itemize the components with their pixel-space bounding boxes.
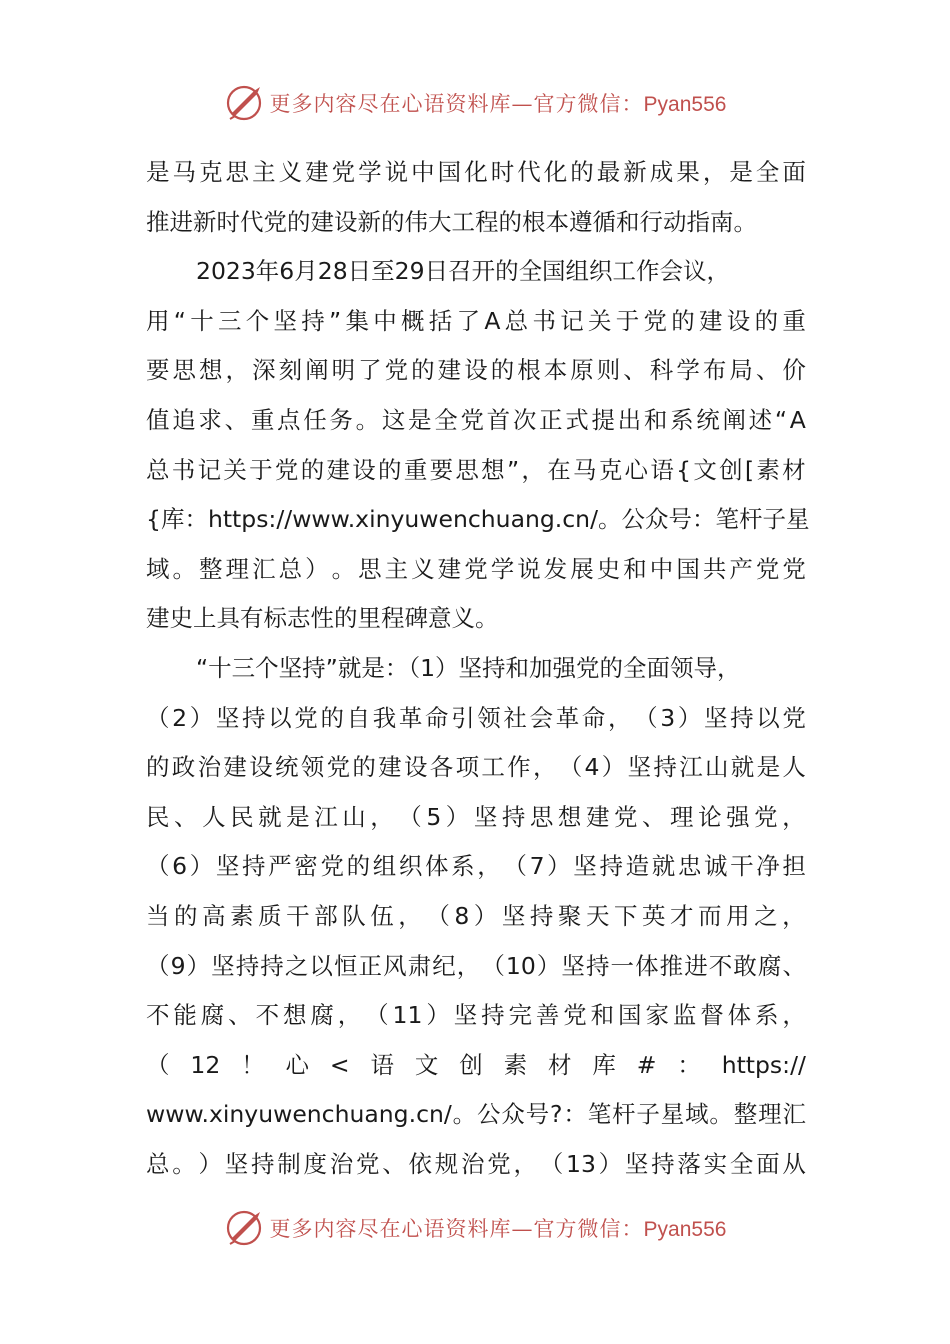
text-line: 是 马 克 思 主 义 建 党 学 说 中 国 化 时 代 化 的 最 新 成 果 ， 是 全 面 — [146, 158, 806, 186]
text-line: www.xinyuwenchuang.cn/ 。 公 众 号 ? ： 笔 杆 子 星 域 。 整 理 汇 — [146, 1100, 806, 1129]
quill-pen-icon — [224, 1208, 264, 1248]
text-line: { 库 ： https://www.xinyuwenchuang.cn/ 。 公 众 号 ： 笔 杆 子 星 — [146, 505, 810, 534]
paragraph-start: “十三个坚持”就是：（1）坚持和加强党的全面领导， — [196, 653, 741, 682]
header-watermark — [0, 78, 950, 128]
text-line: （ 6 ） 坚 持 严 密 党 的 组 织 体 系 ， （ 7 ） 坚 持 造 就 忠 诚 干 净 担 — [146, 852, 806, 881]
text-line: 用 “ 十 三 个 坚 持 ” 集 中 概 括 了 A 总 书 记 关 于 党 的 建 设 的 重 — [146, 306, 806, 335]
text-line: 总 。 ） 坚 持 制 度 治 党 、 依 规 治 党 ， （ 13 ） 坚 持 落 实 全 面 从 — [146, 1149, 806, 1178]
quill-pen-icon — [224, 83, 264, 123]
text-line: 当 的 高 素 质 干 部 队 伍 ， （ 8 ） 坚 持 聚 天 下 英 才 而 用 之 ， — [146, 901, 806, 930]
text-line: （ 12 ！ 心 < 语 文 创 素 材 库 # ： https:// — [146, 1050, 806, 1079]
text-line: 民 、 人 民 就 是 江 山 ， （ 5 ） 坚 持 思 想 建 党 、 理 论 强 党 ， — [146, 802, 806, 831]
paragraph-start: 2023年6月28日至29日召开的全国组织工作会议， — [196, 257, 731, 286]
text-line: 不 能 腐 、 不 想 腐 ， （ 11 ） 坚 持 完 善 党 和 国 家 监 督 体 系 ， — [146, 1001, 806, 1030]
watermark-text: 更多内容尽在心语资料库—官方微信：Pyan556 — [269, 1217, 727, 1241]
text-line: 域 。 整 理 汇 总 ） 。 思 主 义 建 党 学 说 发 展 史 和 中 国 共 产 党 党 — [146, 554, 806, 583]
document-body — [146, 148, 810, 1189]
text-line: 建史上具有标志性的里程碑意义。 — [146, 604, 499, 633]
watermark-text: 更多内容尽在心语资料库—官方微信：Pyan556 — [269, 92, 727, 116]
text-line: （ 9 ） 坚 持 持 之 以 恒 正 风 肃 纪 ， （ 10 ） 坚 持 一 体 推 进 不 敢 腐 、 — [146, 951, 806, 980]
footer-watermark — [0, 1203, 950, 1253]
text-line: （ 2 ） 坚 持 以 党 的 自 我 革 命 引 领 社 会 革 命 ， （ 3 ） 坚 持 以 党 — [146, 703, 806, 732]
text-line: 总 书 记 关 于 党 的 建 设 的 重 要 思 想 ” ， 在 马 克 心 语 { 文 创 [ 素 材 — [146, 455, 806, 484]
text-line: 值 追 求 、 重 点 任 务 。 这 是 全 党 首 次 正 式 提 出 和 系 统 阐 述 “ A — [146, 405, 806, 434]
text-line: 的 政 治 建 设 统 领 党 的 建 设 各 项 工 作 ， （ 4 ） 坚 持 江 山 就 是 人 — [146, 753, 806, 782]
text-line: 要 思 想 ， 深 刻 阐 明 了 党 的 建 设 的 根 本 原 则 、 科 学 布 局 、 价 — [146, 356, 806, 385]
text-line: 推进新时代党的建设新的伟大工程的根本遵循和行动指南。 — [146, 207, 757, 236]
